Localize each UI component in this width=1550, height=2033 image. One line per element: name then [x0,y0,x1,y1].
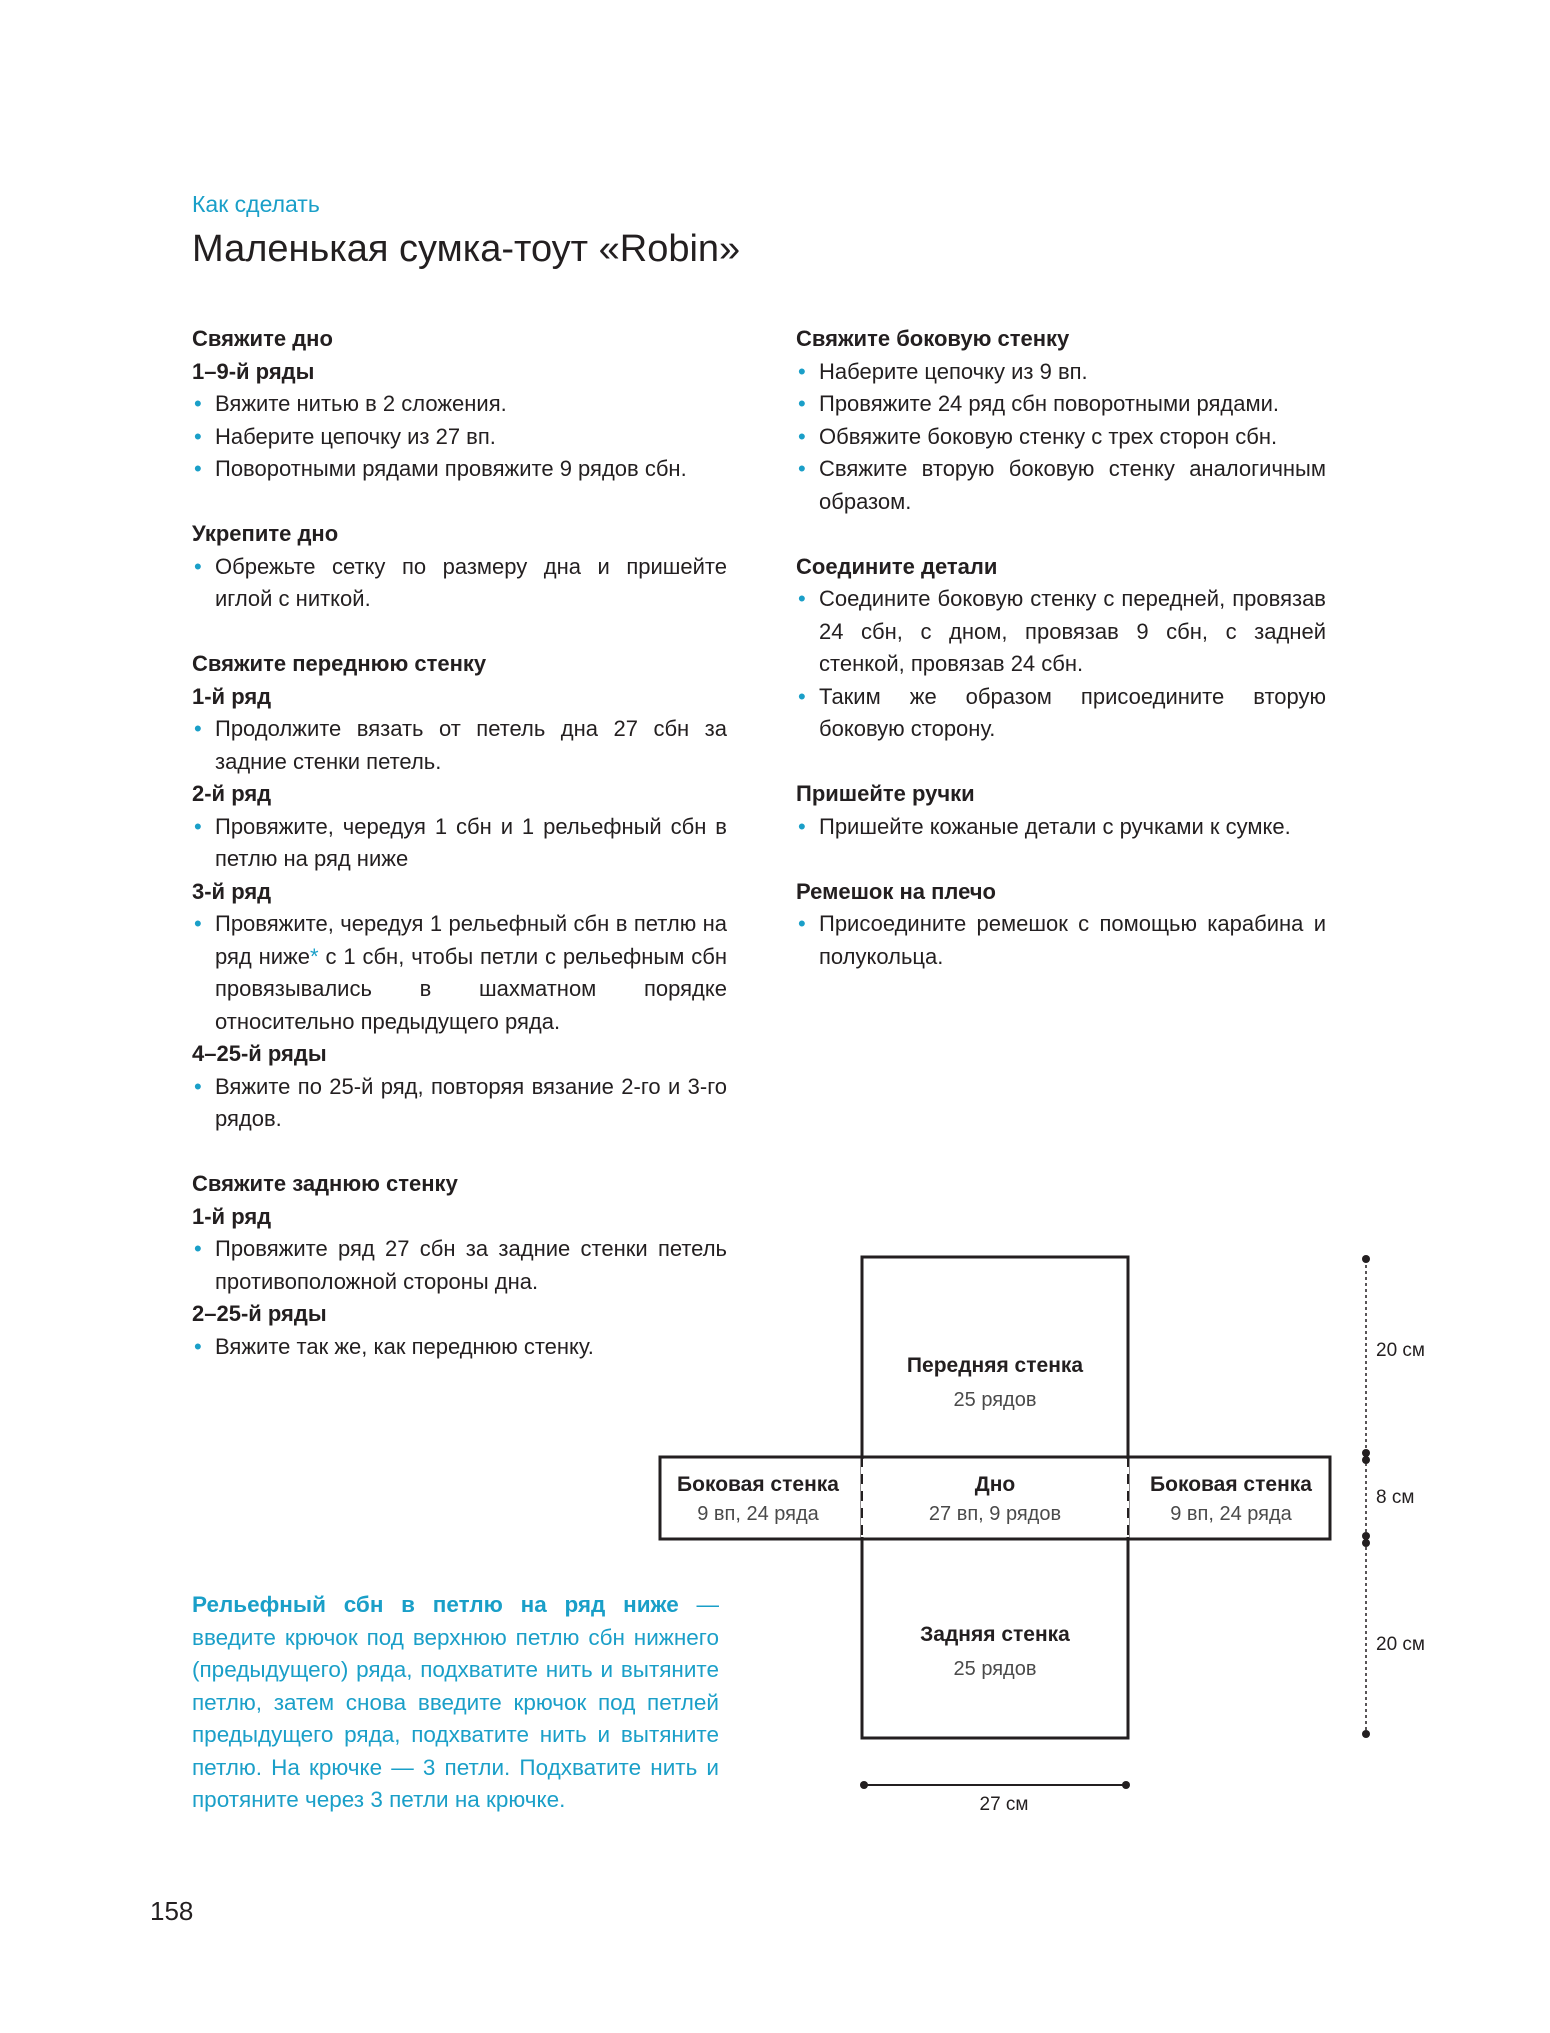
front-wall-label: Передняя стенка [906,1354,1084,1377]
heading-reinforce: Укрепите дно [192,521,339,546]
list-item: • Вяжите так же, как переднюю стенку. [194,1333,594,1359]
list-item: • Наберите цепочку из 9 вп. [798,358,1088,384]
dim-width-label: 27 см [979,1794,1029,1815]
list-item: • Провяжите, чередуя 1 сбн и 1 рельефный сбн в петлю на ряд ниже [194,813,727,871]
side-left-label: Боковая стенка [677,1473,839,1496]
list-item: • Провяжите 24 ряд сбн поворотными рядами. [798,391,1279,416]
page-number: 158 [150,1896,194,1926]
list-item: • Поворотными рядами провяжите 9 рядов сбн. [194,456,687,481]
heading-bottom: Свяжите дно [192,326,333,351]
rows-label: 1–9-й ряды [192,358,315,384]
rows-label: 3-й ряд [192,878,272,904]
list-item: • Пришейте кожаные детали с ручками к сумке. [798,813,1291,839]
bottom-rows: 27 вп, 9 рядов [928,1503,1062,1525]
list-item: • Вяжите по 25-й ряд, повторяя вязание 2-го и 3-го рядов. [194,1073,727,1131]
heading-strap: Ремешок на плечо [796,878,996,904]
bottom-side-panel [660,1457,1330,1539]
heading-back-wall: Свяжите заднюю стенку [192,1171,458,1196]
back-wall-rows: 25 рядов [953,1658,1037,1680]
section-kicker: Как сделать [192,191,320,217]
list-item: • Наберите цепочку из 27 вп. [194,423,496,449]
heading-handles: Пришейте ручки [796,781,975,806]
bottom-label: Дно [974,1473,1016,1496]
list-item: • Провяжите, чередуя 1 рельефный сбн в петлю на ряд ниже* с 1 сбн, чтобы петли с рельефным сбн провязывались в шахматном порядке относительно предыдущего ряда. [194,911,727,1034]
list-item: • Таким же образом присоедините вторую боковую сторону. [798,683,1326,741]
list-item: • Продолжите вязать от петель дна 27 сбн за задние стенки петель. [194,716,727,774]
footnote-asterisk: * [310,943,319,969]
note-text: — введите крючок под верхнюю петлю сбн нижнего (предыдущего) ряда, подхватите нить и вытяните петлю, затем снова введите крючок под петлей предыдущего ряда, подхватите нить и вытяните петлю. На крючке — 3 петли. Подхватите нить и протяните через 3 петли на крючке. [192,1592,719,1812]
rows-label: 1-й ряд [192,1203,272,1229]
rows-label: 4–25-й ряды [192,1041,327,1066]
rows-label: 2-й ряд [192,781,272,806]
side-left-rows: 9 вп, 24 ряда [697,1503,819,1525]
dim-mid-label: 8 см [1376,1487,1415,1508]
list-item: • Соедините боковую стенку с передней, провязав 24 сбн, с дном, провязав 9 сбн, с задней стенкой, провязав 24 сбн. [798,586,1326,676]
list-item: • Провяжите ряд 27 сбн за задние стенки петель противоположной стороны дна. [194,1236,727,1294]
side-right-rows: 9 вп, 24 ряда [1170,1503,1292,1525]
heading-side-wall: Свяжите боковую стенку [796,326,1070,351]
list-item: • Обвяжите боковую стенку с трех сторон сбн. [798,423,1278,449]
list-item: • Вяжите нитью в 2 сложения. [194,391,507,416]
dim-top-label: 20 см [1376,1340,1425,1361]
heading-join: Соедините детали [796,553,998,579]
list-item: • Свяжите вторую боковую стенку аналогичным образом. [798,456,1326,514]
page-title: Маленькая сумка-тоут «Robin» [192,228,741,270]
front-wall-rows: 25 рядов [953,1389,1037,1411]
list-item: • Присоедините ремешок с помощью карабина и полукольца. [798,911,1326,969]
rows-label: 2–25-й ряды [192,1301,327,1326]
note-term: Рельефный сбн в петлю на ряд ниже [192,1592,679,1617]
rows-label: 1-й ряд [192,683,272,709]
dim-bottom-label: 20 см [1376,1634,1425,1655]
side-right-label: Боковая стенка [1150,1473,1312,1496]
list-item: • Обрежьте сетку по размеру дна и пришейте иглой с ниткой. [194,553,727,611]
back-wall-label: Задняя стенка [920,1623,1070,1646]
heading-front-wall: Свяжите переднюю стенку [192,651,487,676]
